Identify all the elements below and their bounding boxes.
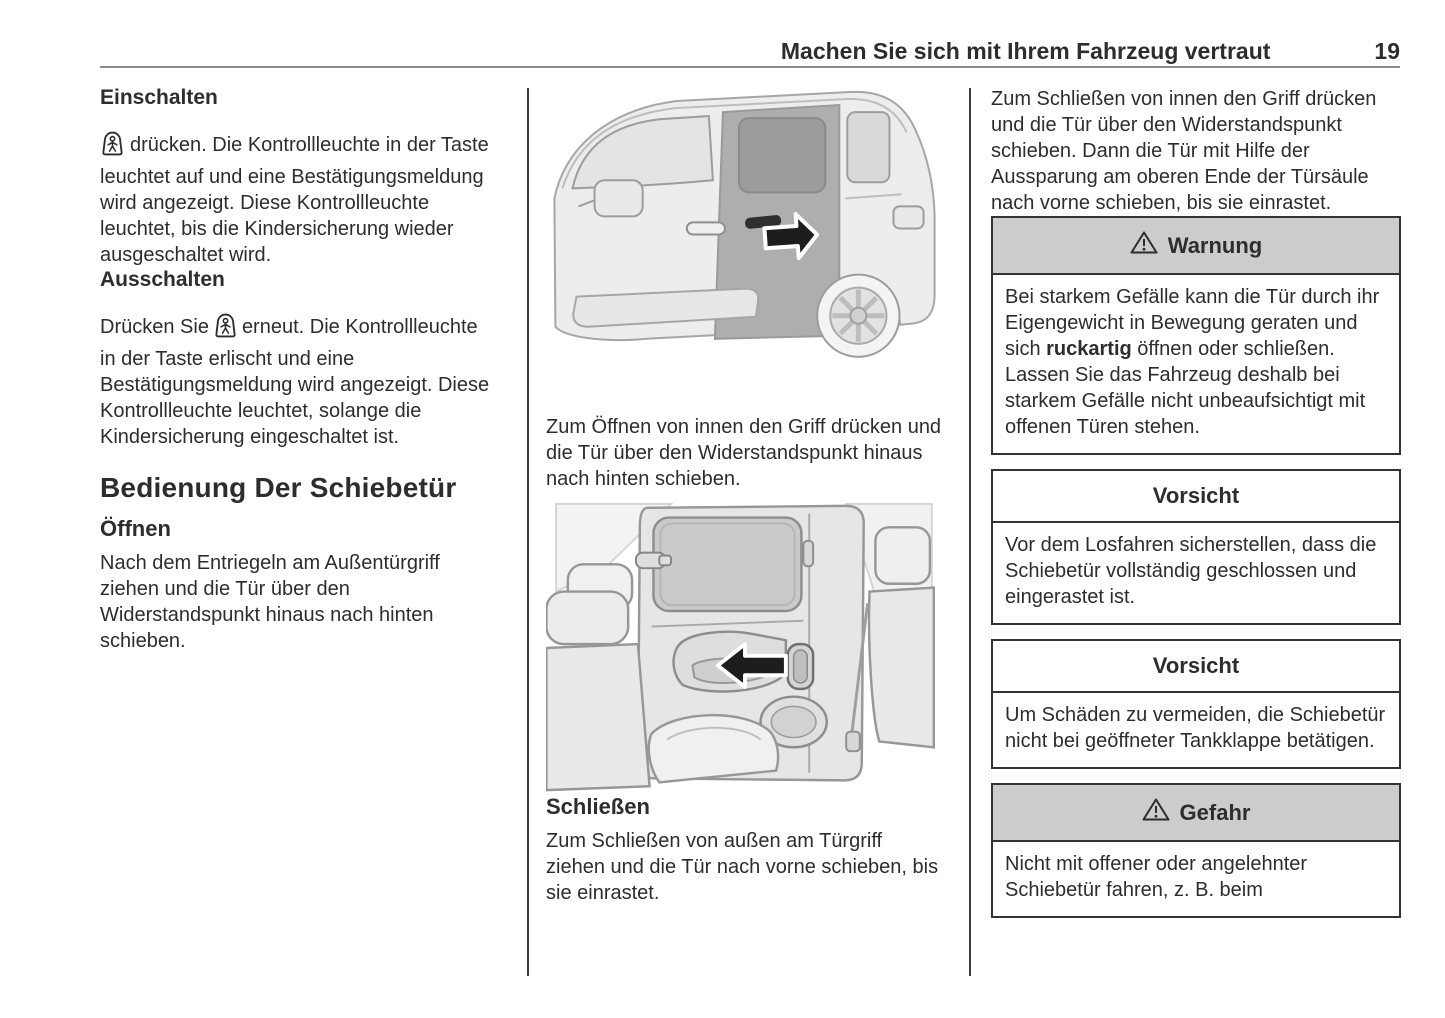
- caution-box-1-body: [993, 523, 1399, 623]
- page-header: [100, 38, 1400, 65]
- caution-box-2: [991, 639, 1401, 769]
- danger-box-title: Gefahr: [1179, 799, 1251, 825]
- right-column: [991, 86, 1401, 932]
- close-from-inside-paragraph: Zum Schließen von innen den Griff drücken und die Tür über den Widerstandspunkt schieben. Dann die Tür mit Hilfe der Aussparung am oberen Ende der Türsäule nach vorne schieben, bis sie einrastet.: [991, 88, 1377, 214]
- ausschalten-paragraph: [100, 312, 498, 450]
- caution-text-2: Um Schäden zu vermeiden, die Schiebetür nicht bei geöffneter Tankklappe betätigen.: [1005, 704, 1386, 752]
- child-safety-lock-icon: [213, 312, 238, 346]
- ausschalten-text-before: Drücken Sie: [100, 316, 209, 338]
- warning-box-body: [993, 275, 1399, 453]
- schliessen-heading: Schließen: [546, 794, 650, 819]
- close-from-outside-caption: Zum Schließen von außen am Türgriff ziehen und die Tür nach vorne schieben, bis sie einrastet.: [546, 830, 939, 904]
- van-exterior-sliding-door-illustration: [546, 86, 942, 402]
- ausschalten-text-after: erneut. Die Kontrollleuchte in der Taste erlischt und eine Bestätigungsmeldung wird angezeigt. Diese Kontrollleuchte leuchtet, solange die Kindersicherung eingeschaltet ist.: [100, 316, 490, 448]
- open-from-inside-caption: Zum Öffnen von innen den Griff drücken und die Tür über den Widerstandspunkt hinaus nach hinten schieben.: [546, 416, 942, 490]
- header-rule: [100, 66, 1400, 68]
- warning-text-bold: ruckartig: [1046, 338, 1132, 360]
- danger-box-body: [993, 842, 1399, 916]
- middle-column: [546, 86, 942, 906]
- warning-text: öffnen oder schließen.: [1131, 338, 1335, 360]
- oeffnen-paragraph: Nach dem Entriegeln am Außentürgriff ziehen und die Tür über den Widerstandspunkt hinaus nach hinten schieben.: [100, 552, 440, 652]
- caution-box-2-body: [993, 693, 1399, 767]
- warning-text: Bei starkem Gefälle kann die Tür durch ihr Eigengewicht in Bewegung geraten und sich: [1005, 286, 1380, 360]
- caution-box-1-header: Vorsicht: [993, 471, 1399, 523]
- warning-box-header: [993, 218, 1399, 275]
- oeffnen-heading: Öffnen: [100, 516, 171, 541]
- page-title: Machen Sie sich mit Ihrem Fahrzeug vertraut: [780, 38, 1271, 64]
- sliding-door-interior-illustration: [546, 502, 942, 794]
- section-heading: Bedienung Der Schiebetür: [100, 472, 457, 503]
- danger-box-header: [993, 785, 1399, 842]
- warning-triangle-icon: [1142, 797, 1170, 828]
- caution-box-1: [991, 469, 1401, 625]
- warning-box-title: Warnung: [1167, 232, 1263, 258]
- column-separator: [969, 88, 971, 976]
- left-column: [100, 86, 498, 654]
- warning-box: [991, 216, 1401, 455]
- danger-box: [991, 783, 1401, 918]
- warning-triangle-icon: [1130, 230, 1158, 261]
- danger-text: Nicht mit offener oder angelehnter Schiebetür fahren, z. B. beim: [1005, 853, 1308, 901]
- child-safety-lock-icon: [100, 130, 125, 164]
- einschalten-heading: Einschalten: [100, 86, 218, 109]
- einschalten-paragraph: [100, 130, 498, 268]
- caution-text-1: Vor dem Losfahren sicherstellen, dass die Schiebetür vollständig geschlossen und eingerastet ist.: [1005, 534, 1377, 608]
- einschalten-text: drücken. Die Kontrollleuchte in der Taste leuchtet auf und eine Bestätigungsmeldung wird angezeigt. Diese Kontrollleuchte leuchtet, bis die Kindersicherung wieder ausgeschaltet wird.: [100, 134, 489, 266]
- column-separator: [527, 88, 529, 976]
- warning-text-2: Lassen Sie das Fahrzeug deshalb bei starkem Gefälle nicht unbeaufsichtigt mit offenen Türen stehen.: [1005, 364, 1366, 438]
- caution-box-2-header: Vorsicht: [993, 641, 1399, 693]
- page-number: 19: [1374, 38, 1400, 64]
- ausschalten-heading: Ausschalten: [100, 268, 225, 291]
